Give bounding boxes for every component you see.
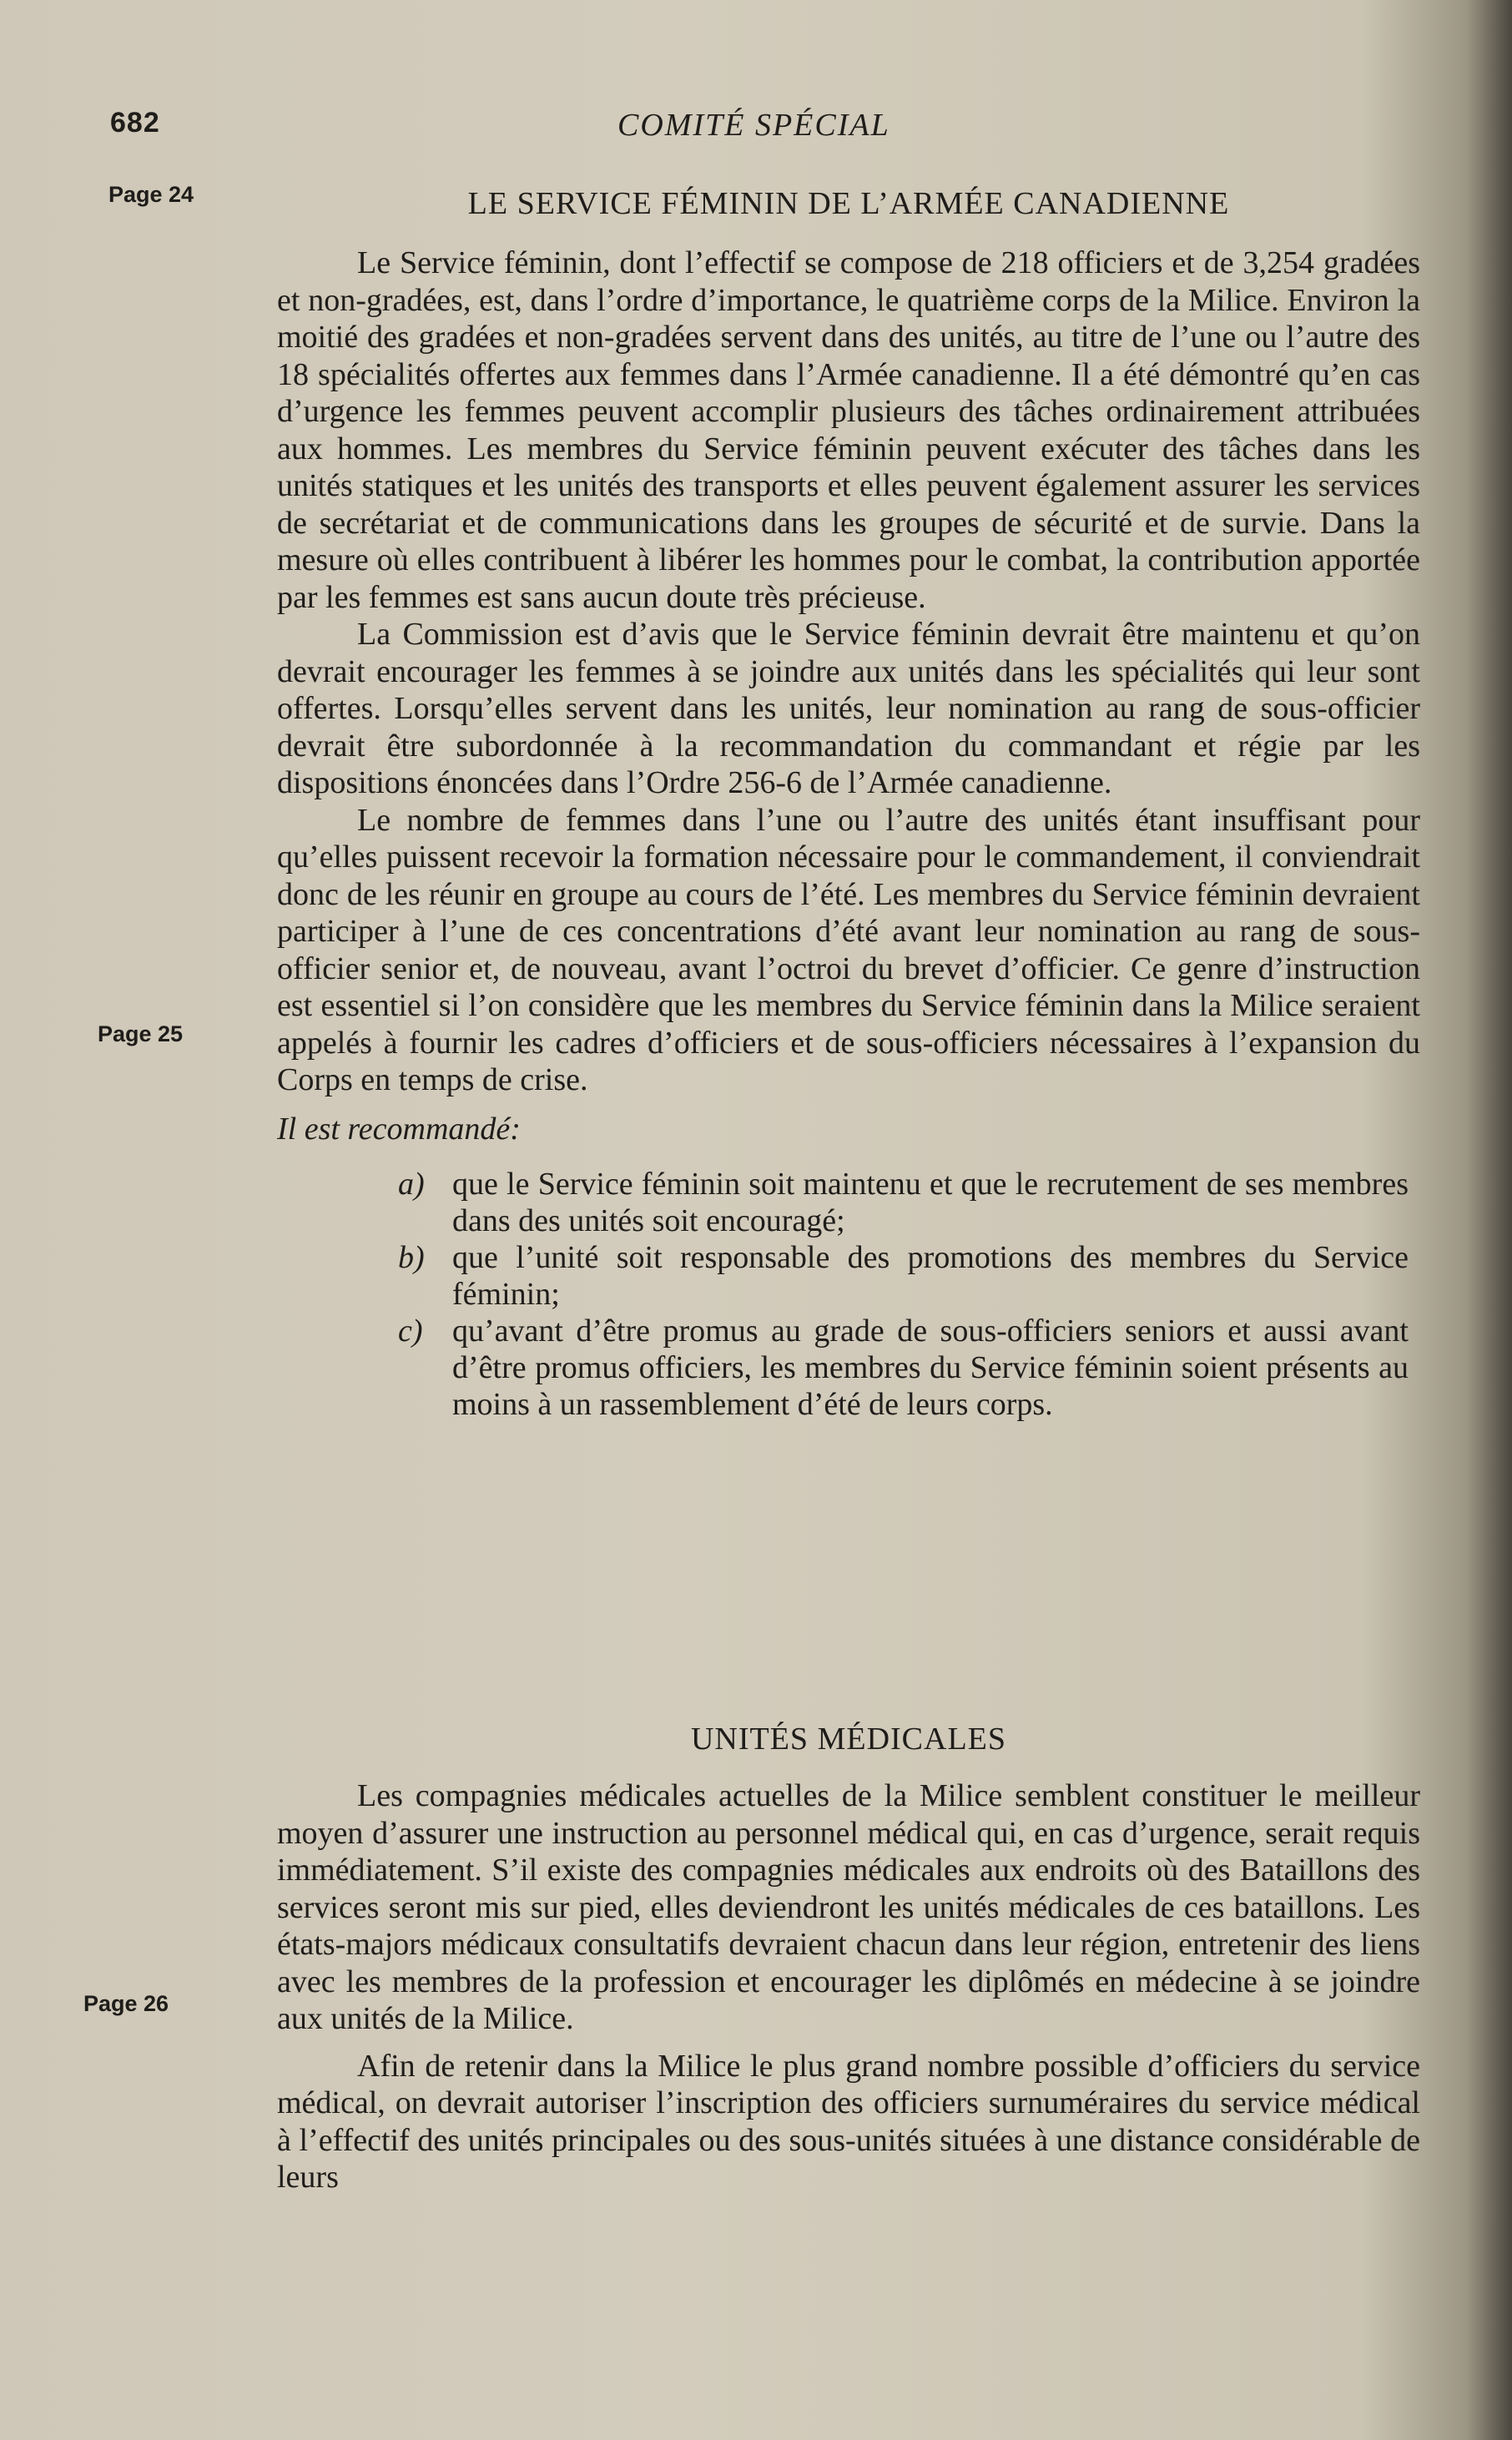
item-text: que le Service féminin soit maintenu et que le recrutement de ses membres dans des unités soit encouragé; (452, 1166, 1409, 1238)
recommendation-list (277, 1166, 1420, 1423)
margin-ref-page-26: Page 26 (83, 1991, 169, 2016)
list-item (277, 1239, 1420, 1313)
margin-ref-page-25: Page 25 (98, 1021, 184, 1046)
paragraph: La Commission est d’avis que le Service féminin devrait être maintenu et qu’on devrait encourager les femmes à se joindre aux unités dans les spécialités qui leur sont offertes. Lorsqu’elles servent dans les unités, leur nomination au rang de sous-officier devrait être subordonnée à la recommandation du commandant et régie par les dispositions énoncées dans l’Ordre 256-6 de l’Armée canadienne. (277, 617, 1420, 800)
page-header (0, 107, 1512, 157)
paragraph: Afin de retenir dans la Milice le plus grand nombre possible d’officiers du service médical, on devrait autoriser l’inscription des officiers surnuméraires du service médical à l’effectif des unités principales ou des sous-unités situées à une distance considérable de leurs (277, 2048, 1420, 2195)
item-label: b) (398, 1239, 425, 1275)
margin-ref-page-24: Page 24 (108, 182, 194, 207)
section-title-service-feminin: LE SERVICE FÉMININ DE L’ARMÉE CANADIENNE (467, 186, 1230, 221)
paragraph: Le nombre de femmes dans l’une ou l’autre des unités étant insuffisant pour qu’elles puissent recevoir la formation nécessaire pour le commandement, il conviendrait donc de les réunir en groupe au cours de l’été. Les membres du Service féminin devraient participer à l’une de ces concentrations d’été avant leur nomination au rang de sous-officier senior et, de nouveau, avant l’octroi du brevet d’officier. Ce genre d’instruction est essentiel si l’on considère que les membres du Service féminin dans la Milice seraient appelés à fournir les cadres d’officiers et de sous-officiers nécessaires à l’expansion du Corps en temps de crise. (277, 802, 1420, 1097)
item-label: a) (398, 1166, 425, 1202)
paragraph: Le Service féminin, dont l’effectif se compose de 218 officiers et de 3,254 gradées et non-gradées, est, dans l’ordre d’importance, le quatrième corps de la Milice. Environ la moitié des gradées et non-gradées servent dans des unités, au titre de l’une ou l’autre des 18 spécialités offertes aux femmes dans l’Armée canadienne. Il a été démontré qu’en cas d’urgence les femmes peuvent accomplir plusieurs des tâches ordinairement attribuées aux hommes. Les membres du Service féminin peuvent exécuter des tâches dans les unités statiques et les unités des transports et elles peuvent également assurer les services de secrétariat et de communications dans les groupes de sécurité et de survie. Dans la mesure où elles contribuent à libérer les hommes pour le combat, la contribution apportée par les femmes est sans aucun doute très précieuse. (277, 245, 1420, 615)
item-label: c) (398, 1313, 423, 1349)
section-title-unites-medicales: UNITÉS MÉDICALES (690, 1722, 1007, 1757)
paragraph: Les compagnies médicales actuelles de la Milice semblent constituer le meilleur moyen d’assurer une instruction au personnel médical qui, en cas d’urgence, serait requis immédiatement. S’il existe des compagnies médicales aux endroits où des Bataillons des services seront mis sur pied, elles deviendront les unités médicales de ces bataillons. Les états-majors médicaux consultatifs devraient chacun dans leur région, entretenir des liens avec les membres de la profession et encourager les diplômés en médecine à se joindre aux unités de la Milice. (277, 1778, 1420, 2036)
running-title: COMITÉ SPÉCIAL (617, 108, 890, 143)
section-body-unites-medicales (277, 1777, 1420, 2196)
section-body-service-feminin (277, 245, 1420, 1423)
recommendation-intro: Il est recommandé: (277, 1111, 521, 1147)
list-item (277, 1166, 1420, 1239)
list-item (277, 1313, 1420, 1423)
item-text: qu’avant d’être promus au grade de sous-officiers seniors et aussi avant d’être promus officiers, les membres du Service féminin soient présents au moins à un rassemblement d’été de leurs corps. (452, 1313, 1409, 1422)
page-number: 682 (110, 107, 160, 139)
item-text: que l’unité soit responsable des promotions des membres du Service féminin; (452, 1239, 1409, 1312)
